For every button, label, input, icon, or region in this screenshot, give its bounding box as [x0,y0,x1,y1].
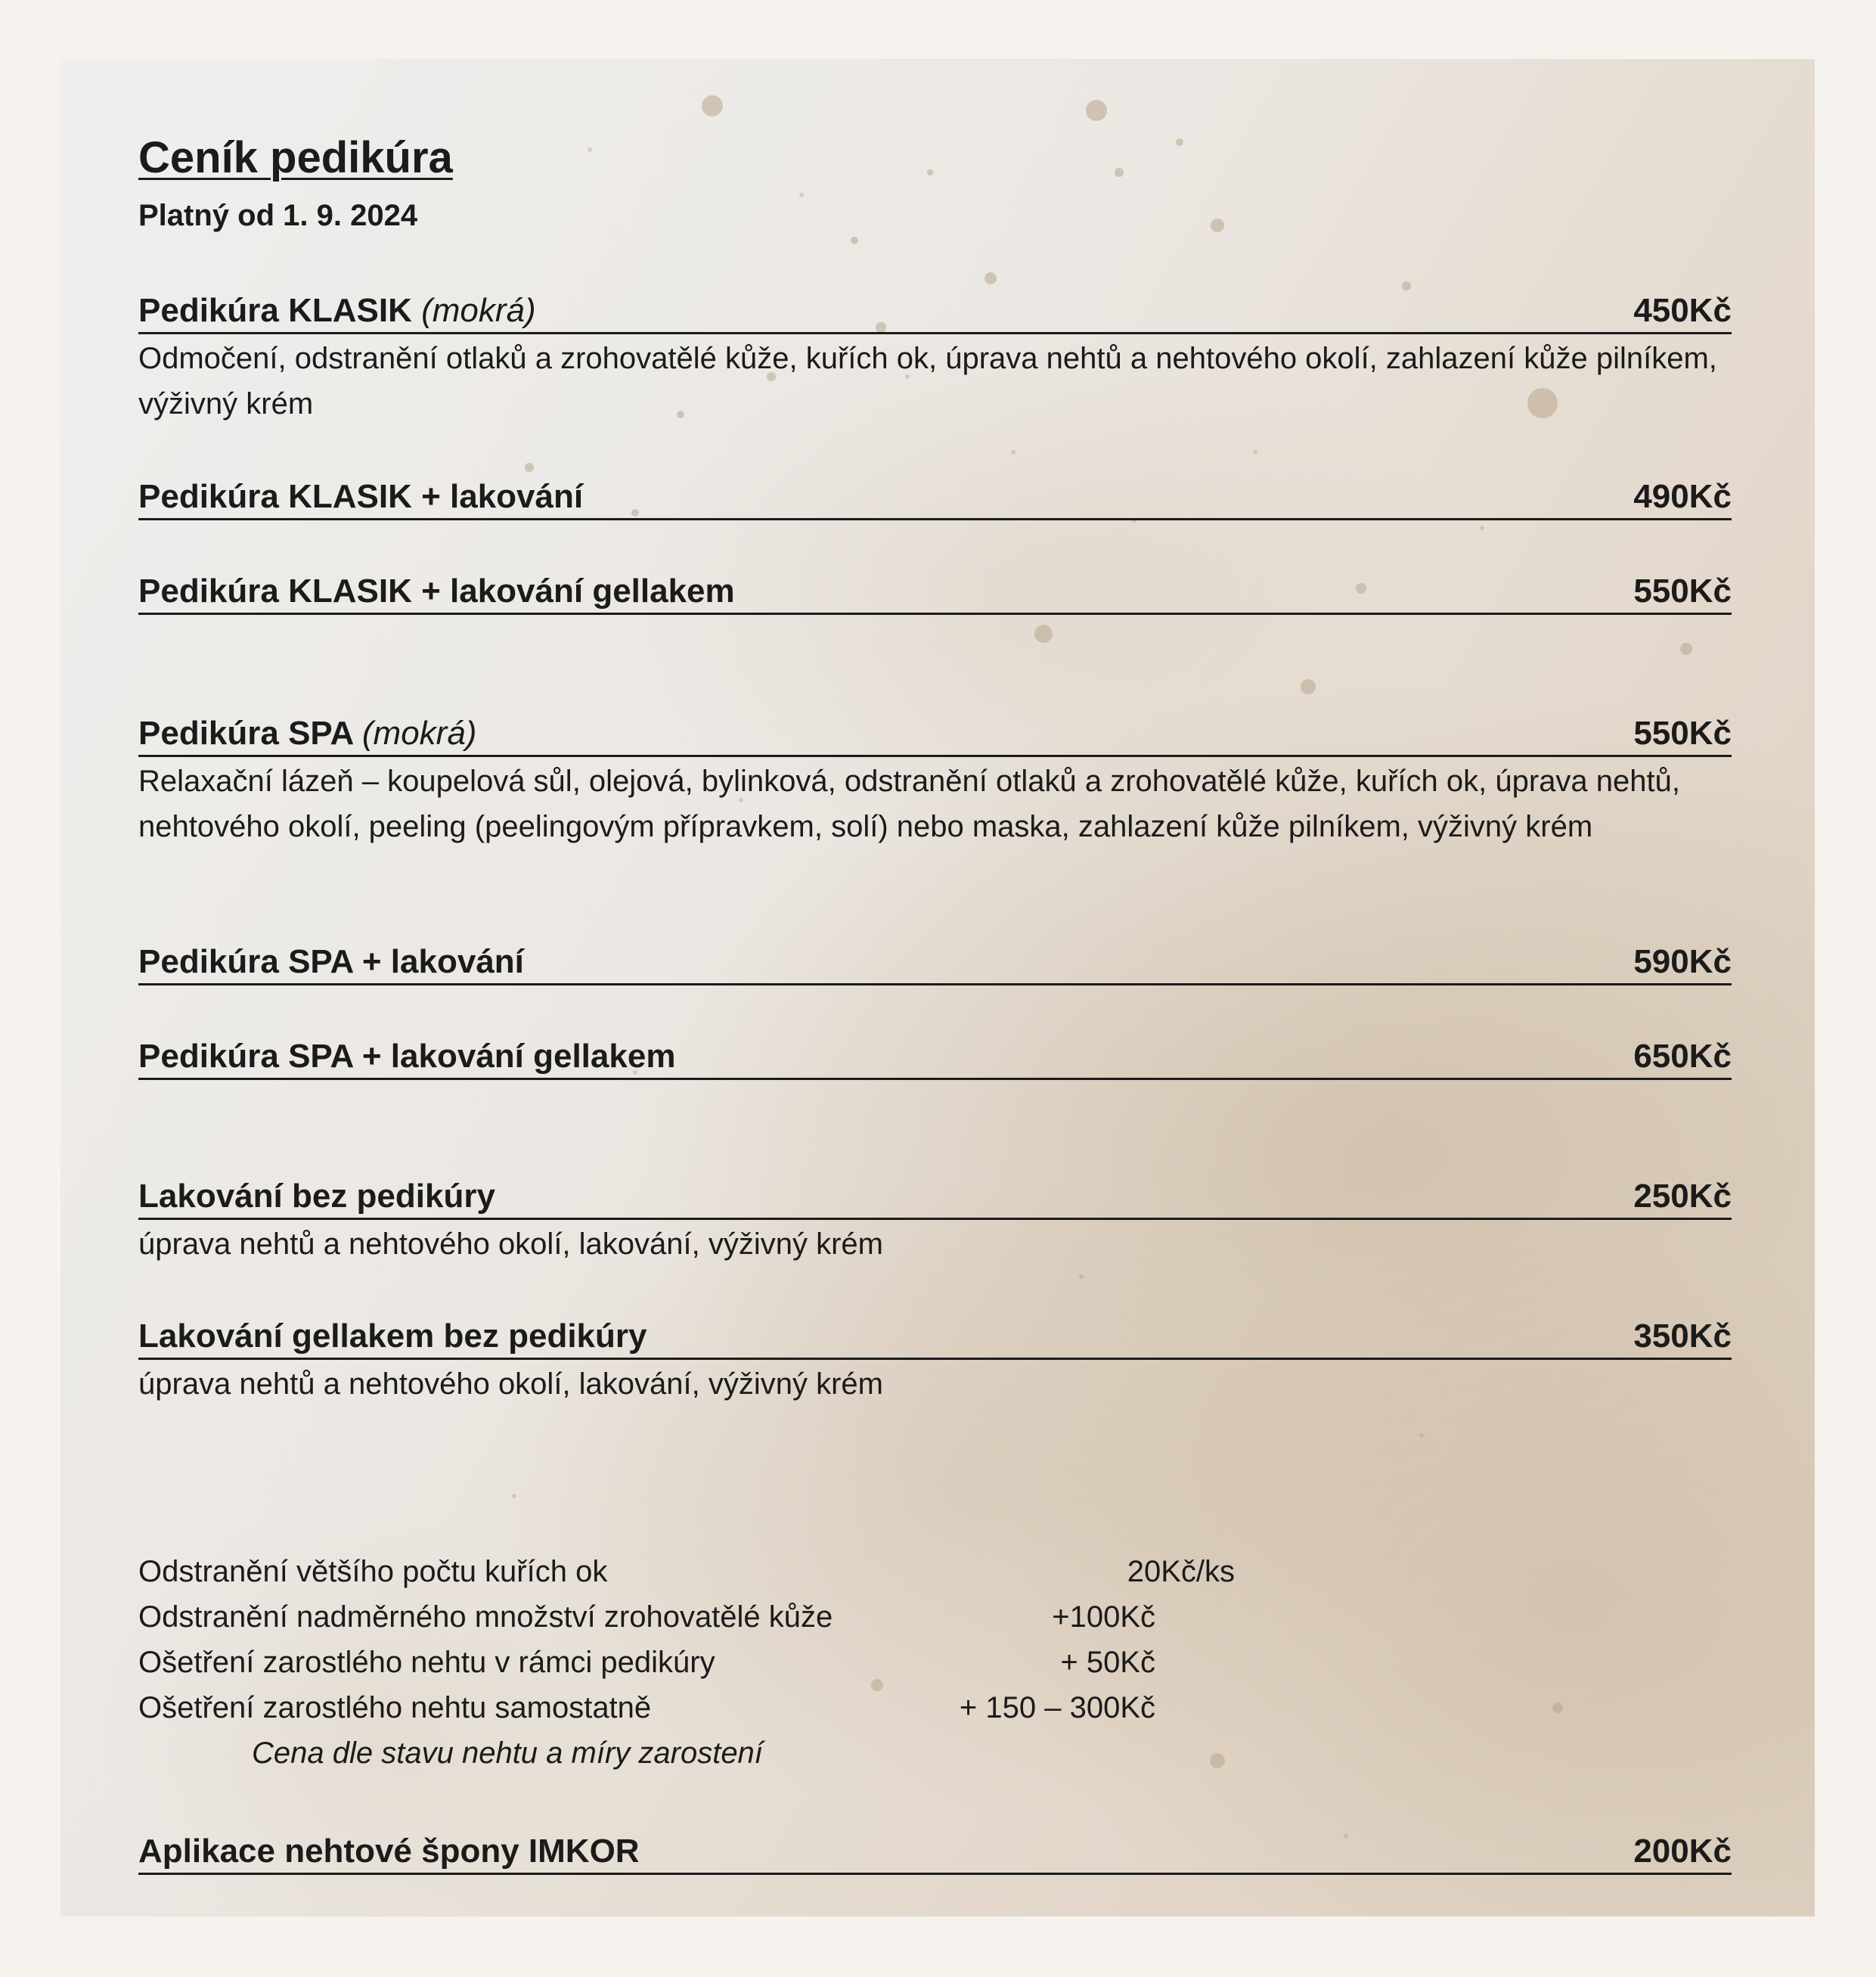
service-price: 200Kč [1633,1833,1732,1870]
service-price: 490Kč [1633,478,1732,515]
service-price: 250Kč [1633,1178,1732,1215]
service-price: 650Kč [1633,1038,1732,1075]
service-price: 590Kč [1633,943,1732,980]
price-item-header [138,476,1732,520]
extra-label: Ošetření zarostlého nehtu samostatně [138,1691,652,1724]
service-description: Relaxační lázeň – koupelová sůl, olejová, bylinková, odstranění otlaků a zrohovatělé kůže, kuřích ok, úprava nehtů, nehtového okolí, peeling (peelingovým přípravkem, solí) nebo maska, zahlazení kůže pilníkem, výživný krém [138,765,1681,843]
service-name: Pedikúra SPA (mokrá) [138,715,477,752]
price-item-spa-gellak [138,1035,1732,1080]
service-description: úprava nehtů a nehtového okolí, lakování, výživný krém [138,1367,883,1401]
price-item-header [138,1175,1732,1220]
price-item-header [138,1315,1732,1360]
service-name: Pedikúra KLASIK (mokrá) [138,292,536,329]
price-item-header [138,1830,1732,1875]
extra-row [138,1685,1235,1730]
service-note: (mokrá) [421,292,536,329]
price-item-klasik-lakovani [138,476,1732,520]
price-item-imkor [138,1830,1732,1875]
extra-row [138,1549,1235,1594]
service-price: 350Kč [1633,1317,1732,1355]
price-item-lakovani [138,1175,1732,1267]
price-list-sheet [60,59,1815,1916]
service-name: Pedikúra SPA + lakování [138,943,524,980]
extras-list [138,1549,1235,1776]
valid-from-date: Platný od 1. 9. 2024 [138,199,418,232]
price-item-spa [138,712,1732,849]
extra-price: 20Kč/ks [1127,1555,1235,1588]
extra-label: Odstranění většího počtu kuřích ok [138,1555,608,1588]
service-price: 550Kč [1633,573,1732,610]
page-title: Ceník pedikúra [138,133,453,182]
extras-note: Cena dle stavu nehtu a míry zarostení [252,1736,763,1770]
service-name: Pedikúra KLASIK + lakování gellakem [138,573,735,610]
price-item-gellak [138,1315,1732,1407]
price-item-spa-lakovani [138,941,1732,985]
service-name: Pedikúra KLASIK + lakování [138,478,584,515]
extra-row [138,1594,1235,1640]
service-description: úprava nehtů a nehtového okolí, lakování, výživný krém [138,1227,883,1261]
service-price: 450Kč [1633,292,1732,329]
service-name: Pedikúra SPA + lakování gellakem [138,1038,676,1075]
price-item-klasik [138,290,1732,427]
price-item-header [138,290,1732,334]
service-note: (mokrá) [361,715,477,752]
extra-price: + 150 – 300Kč [959,1691,1155,1724]
service-description: Odmočení, odstranění otlaků a zrohovatělé kůže, kuřích ok, úprava nehtů a nehtového okolí, zahlazení kůže pilníkem, výživný krém [138,342,1717,421]
extra-label: Ošetření zarostlého nehtu v rámci pedikúry [138,1646,715,1679]
service-name: Lakování gellakem bez pedikúry [138,1317,647,1355]
price-item-header [138,941,1732,985]
price-item-header [138,570,1732,615]
service-name: Lakování bez pedikúry [138,1178,495,1215]
price-item-klasik-gellak [138,570,1732,615]
service-price: 550Kč [1633,715,1732,752]
service-name: Aplikace nehtové špony IMKOR [138,1833,640,1870]
extra-price: +100Kč [1052,1600,1155,1634]
price-item-header [138,1035,1732,1080]
extra-label: Odstranění nadměrného množství zrohovatělé kůže [138,1600,833,1634]
extra-price: + 50Kč [1060,1646,1155,1679]
price-item-header [138,712,1732,757]
extra-row [138,1640,1235,1685]
